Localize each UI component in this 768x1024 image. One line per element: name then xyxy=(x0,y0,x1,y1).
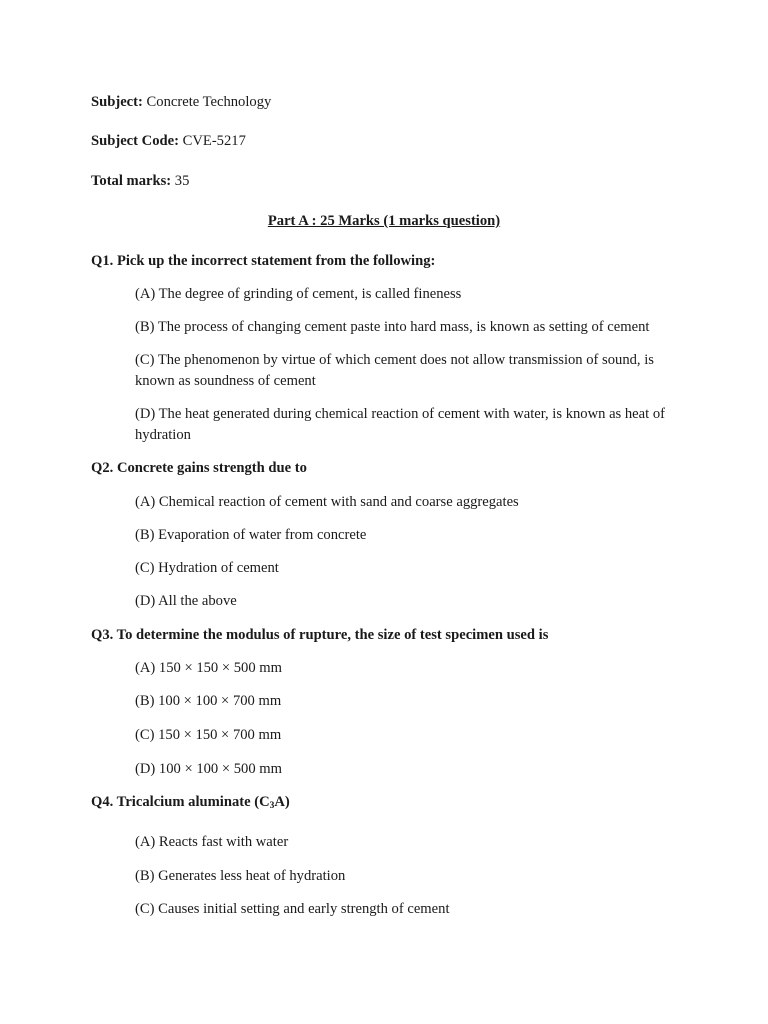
q4-text-subscript: 3 xyxy=(269,801,275,811)
total-marks-line xyxy=(91,171,189,192)
part-a-title: Part A : 25 Marks (1 marks question) xyxy=(267,213,501,229)
q4-text-post: A) xyxy=(274,794,290,810)
q2-option-b: (B) Evaporation of water from concrete xyxy=(135,527,367,543)
q4-option-a: (A) Reacts fast with water xyxy=(135,834,289,850)
question-1: Q1. Pick up the incorrect statement from the following: xyxy=(91,253,436,269)
q4-option-c: (C) Causes initial setting and early strength of cement xyxy=(135,901,450,917)
q1-option-c: (C) The phenomenon by virtue of which cement does not allow transmission of sound, is known as soundness of cement xyxy=(135,352,654,389)
subject-code-line xyxy=(91,131,246,152)
subject-code-label: Subject Code: xyxy=(91,133,179,149)
question-3: Q3. To determine the modulus of rupture, the size of test specimen used is xyxy=(91,627,549,643)
q3-option-c: (C) 150 × 150 × 700 mm xyxy=(135,727,282,743)
q3-option-d: (D) 100 × 100 × 500 mm xyxy=(135,761,282,777)
q1-option-d: (D) The heat generated during chemical reaction of cement with water, is known as heat of hydration xyxy=(135,406,665,443)
q2-option-d: (D) All the above xyxy=(135,593,237,609)
q3-option-a: (A) 150 × 150 × 500 mm xyxy=(135,660,282,676)
q2-option-a: (A) Chemical reaction of cement with sand and coarse aggregates xyxy=(135,494,519,510)
q2-option-c: (C) Hydration of cement xyxy=(135,560,279,576)
total-marks-value: 35 xyxy=(174,173,190,189)
subject-value: Concrete Technology xyxy=(146,94,272,110)
subject-label: Subject: xyxy=(91,94,143,110)
q4-text-pre: Q4. Tricalcium aluminate (C xyxy=(91,794,270,810)
q1-option-b: (B) The process of changing cement paste into hard mass, is known as setting of cement xyxy=(135,319,650,335)
subject-code-value: CVE-5217 xyxy=(182,133,246,149)
q3-option-b: (B) 100 × 100 × 700 mm xyxy=(135,693,282,709)
total-marks-label: Total marks: xyxy=(91,173,172,189)
subject-line xyxy=(91,92,271,113)
question-4 xyxy=(91,792,290,813)
q1-option-a: (A) The degree of grinding of cement, is called fineness xyxy=(135,286,462,302)
question-2: Q2. Concrete gains strength due to xyxy=(91,460,307,476)
q4-option-b: (B) Generates less heat of hydration xyxy=(135,868,346,884)
